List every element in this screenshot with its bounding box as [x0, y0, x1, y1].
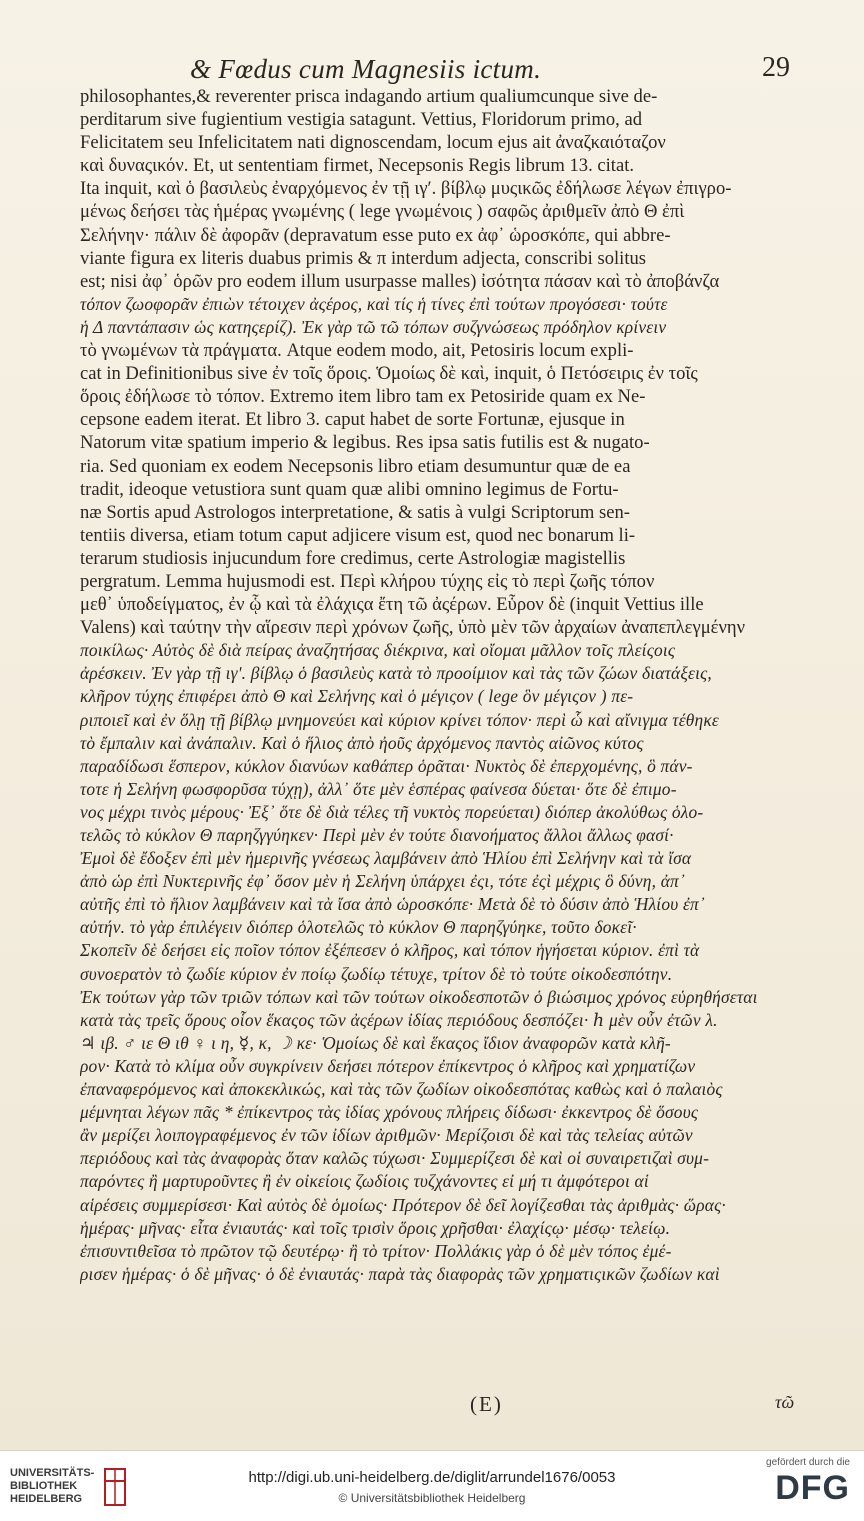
text-line: cepsone eadem iterat. Et libro 3. caput habet de sorte Fortunæ, ejusque in [80, 409, 625, 431]
text-line: παραδίδωσι ἕσπερον, κύκλον διανύων καθάπερ ὁρᾶται· Νυκτὸς δὲ ἐπερχομένης, ὃ πάν- [80, 755, 693, 776]
text-line: κλῆρον τύχης ἐπιφέρει ἀπὸ Θ καὶ Σελήνης καὶ ὁ μέγιςον ( lege ὃν μέγιςον ) πε- [80, 686, 634, 707]
text-line: ριποιεῖ καὶ ἐν ὅλῃ τῇ βίβλῳ μνημονεύει καὶ κύριον κρίνει τόπον· περὶ ὧ καὶ αἴνιγμα τέθηκε [80, 709, 719, 730]
text-line: ὅροις ἐδήλωσε τὸ τόπον. Extremo item libro tam ex Petosiride quam ex Ne- [80, 386, 646, 408]
text-line: ρισεν ἡμέρας· ὁ δὲ μῆνας· ὁ δὲ ἐνιαυτάς· παρὰ τὰς διαφορὰς τῶν χρηματιςικῶν ζωδίων καὶ [80, 1263, 720, 1284]
copyright-notice: © Universitätsbibliothek Heidelberg [338, 1491, 526, 1505]
text-line: ἀπὸ ὡρ ἐπὶ Νυκτερινῆς ἐφ᾽ ὅσον μὲν ἡ Σελήνη ὑπάρχει ἐςι, τότε ἐςὶ μέχρις ὃ δύνη, ἀπ᾽ [80, 871, 685, 892]
page-footer [0, 1392, 864, 1422]
text-line: Ἐμοὶ δὲ ἔδοξεν ἐπὶ μὲν ἡμερινῆς γνέσεως λαμβάνειν ἀπὸ Ἡλίου ἐπὶ Σελήνην καὶ τὰ ἴσα [80, 848, 692, 869]
institution-line-3: HEIDELBERG [10, 1493, 83, 1505]
text-line: τὸ ἔμπαλιν καὶ ἀνάπαλιν. Καὶ ὁ ἥλιος ἀπὸ ἠοῦς ἀρχόμενος παντὸς αἰῶνος κύτος [80, 732, 644, 753]
text-line: συνοερατὸν τὸ ζωδίε κύριον ἐν ποίῳ ζωδίῳ τέτυχε, τρίτον δὲ τὸ τούτε οἰκοδεσπότην. [80, 963, 673, 984]
text-line: Ἐκ τούτων γὰρ τῶν τριῶν τόπων καὶ τῶν τούτων οἰκοδεσποτῶν ὁ βιώσιμος χρόνος εὑρηθήσεται [80, 986, 758, 1007]
text-line: τόπον ζωοφορᾶν ἐπιὼν τέτοιχεν ἀςέρος, καὶ τίς ἡ τίνες ἐπὶ τούτων προγόσεσι· τούτε [80, 293, 668, 314]
institution-line-2: BIBLIOTHEK [10, 1480, 78, 1492]
text-line: Ita inquit, καὶ ὁ βασιλεὺς ἐναρχόμενος ἐν τῇ ιγʹ. βίβλῳ μυςικῶς ἐδήλωσε λέγων ἐπιγρο- [80, 178, 732, 200]
text-line: τοτε ἡ Σελήνη φωσφορῦσα τύχῃ), ἀλλ᾽ ὅτε μὲν ἑσπέρας φαίνεσα δύεται· ὅτε δὲ ἐπιμο- [80, 778, 677, 799]
text-line: viante figura ex literis duabus primis & π interdum adjecta, conscribi solitus [80, 247, 647, 269]
text-line: næ Sortis apud Astrologos interpretatione, & satis à vulgi Scriptorum sen- [80, 501, 631, 523]
text-line: κατὰ τὰς τρεῖς ὅρους οἷον ἕκαςος τῶν ἀςέρων ἰδίας περιόδους δεσπόζει· ℎ μὲν οὖν ἐτῶν λ. [80, 1009, 718, 1030]
text-line: philosophantes,& reverenter prisca indagando artium qualiumcunque sive de- [80, 86, 658, 107]
text-line: tradit, ideoque vetustiora sunt quam quæ alibi omnino legimus de Fortu- [80, 478, 619, 500]
funded-by-label: gefördert durch die [766, 1457, 850, 1468]
dfg-funding-logo[interactable] [750, 1457, 850, 1517]
catchword: τῶ [775, 1392, 795, 1412]
text-line: περιόδους καὶ τὰς ἀναφορὰς ὅταν καλῶς τύχωσι· Συμμερίζεσι δὲ καὶ οἱ συναιρετιζαὶ συμ- [80, 1148, 710, 1169]
text-line: παρόντες ἢ μαρτυροῦντες ἢ ἐν οἰκείοις ζωδίοις τυζχάνοντες εἰ μή τι ἀμφότεροι αἱ [80, 1171, 649, 1192]
library-footer-bar [0, 1450, 864, 1521]
text-line: μέμνηται λέγων πᾶς * ἐπίκεντρος τὰς ἰδίας χρόνους πλήρεις δίδωσι· ἐκκεντρος δὲ ὅσους [80, 1102, 699, 1123]
main-text [80, 85, 792, 1385]
text-line: ἡ Δ παντάπασιν ὡς κατηςερίζ). Ἐκ γὰρ τῶ τῶ τόπων συζγνώσεως πρόδηλον κρίνειν [80, 316, 667, 337]
dfg-mark: DFG [775, 1469, 850, 1507]
institution-line-1: UNIVERSITÄTS- [10, 1467, 95, 1479]
text-line: αἱρέσεις συμμερίσεσι· Καὶ αὐτὸς δὲ ὁμοίως· Πρότερον δὲ δεῖ λογίζεσθαι τὰς ἀριθμὰς· ὥρας· [80, 1194, 726, 1215]
text-line: αὐτῆς ἐπὶ τὸ ἥλιον λαμβάνειν καὶ τὰ ἴσα ἀπὸ ὡροσκόπε· Μετὰ δὲ τὸ δύσιν ἀπὸ Ἡλίου ἐπ᾽ [80, 894, 705, 915]
text-line: ἀρέσκειν. Ἐν γὰρ τῇ ιγʹ. βίβλῳ ὁ βασιλεὺς κατὰ τὸ προοίμιον καὶ τὰς τῶν ζώων διατάξεις, [80, 663, 712, 684]
text-line: ♃ ιβ. ♂ ιε Θ ιθ ♀ ι η, ☿, κ, ☽ κε· Ὁμοίως δὲ καὶ ἕκαςος ἴδιον ἀναφορῶν κατὰ κλῆ- [80, 1032, 671, 1053]
page-number: 29 [762, 52, 790, 83]
text-line: ria. Sed quoniam ex eodem Necepsonis libro etiam desumuntur quæ de ea [80, 455, 631, 477]
text-line: αὐτήν. τὸ γὰρ ἐπιλέγειν διόπερ ὁλοτελῶς τὸ κύκλον Θ παρηζγύηκε, τοῦτο δοκεῖ· [80, 917, 637, 938]
signature-mark: (E) [470, 1392, 503, 1416]
text-line: Σελήνην· πάλιν δὲ ἀφορᾶν (depravatum esse puto ex ἀφ᾽ ὡροσκόπε, qui abbre- [80, 224, 671, 246]
text-line: τὸ γνωμένων τὰ πράγματα. Atque eodem modo, ait, Petosiris locum expli- [80, 340, 634, 362]
text-line: ποικίλως· Αὐτὸς δὲ διὰ πείρας ἀναζητήσας διέκρινα, καὶ οἴομαι μᾶλλον τοῖς πλείςοις [80, 640, 676, 661]
text-line: καὶ δυναςικόν. Et, ut sententiam firmet, Necepsonis Regis librum 13. citat. [80, 155, 635, 177]
text-line: ἐπαναφερόμενος καὶ ἀποκεκλικώς, καὶ τὰς τῶν ζωδίων οἰκοδεσπότας καθὼς καὶ ὁ παλαιὸς [80, 1079, 723, 1100]
text-line: Σκοπεῖν δὲ δεήσει εἰς ποῖον τόπον ἐξέπεσεν ὁ κλῆρος, καὶ τόπον ἡγήσεται κύριον. ἐπὶ τὰ [80, 940, 700, 961]
text-line: terarum studiosis injucundum fore credimus, certe Astrologiæ magistellis [80, 547, 626, 569]
text-line: ἐπισυντιθεῖσα τὸ πρῶτον τῷ δευτέρῳ· ἢ τὸ τρίτον· Πολλάκις γὰρ ὁ δὲ μὲν τόπος ἐμέ- [80, 1240, 672, 1261]
text-line: perditarum sive fugientium vestigia satagunt. Vettius, Floridorum primo, ad [80, 109, 643, 131]
running-title: & Fœdus cum Magnesiis ictum. [190, 54, 542, 84]
text-line: τελῶς τὸ κύκλον Θ παρηζγγύηκεν· Περὶ μὲν ἐν τούτε διανοήματος ἄλλοι ἄλλως φασί· [80, 825, 674, 845]
text-line: ἂν μερίζει λοιπογραφέμενος ἐν τῶν ἰδίων ἀριθμῶν· Μερίζοισι δὲ καὶ τὰς τελείας αὐτῶν [80, 1125, 693, 1146]
text-line: νος μέχρι τινὸς μέρους· Ἐξ᾽ ὅτε δὲ διὰ τέλες τῆ νυκτὸς πορεύεται) διόπερ ἀκολύθως ὁλο- [80, 801, 704, 822]
text-line: Felicitatem seu Infelicitatem nati dignoscendam, locum ejus ait ἀναζκαιόταζον [80, 132, 666, 154]
text-line: μένως δεήσει τὰς ἡμέρας γνωμένης ( lege γνωμένοις ) σαφῶς ἀριθμεῖν ἀπὸ Θ ἐπὶ [80, 201, 685, 223]
text-line: tentiis diversa, etiam totum caput adjicere visum est, quod nec bonarum li- [80, 524, 636, 546]
text-line: cat in Definitionibus sive ἐν τοῖς ὅροις. Ὁμοίως δὲ καὶ, inquit, ὁ Πετόσειρις ἐν τοῖς [80, 363, 698, 385]
text-line: pergratum. Lemma hujusmodi est. Περὶ κλήρου τύχης εἰς τὸ περὶ ζωῆς τόπον [80, 570, 655, 592]
text-line: ἡμέρας· μῆνας· εἶτα ἐνιαυτάς· καὶ τοῖς τρισὶν ὅροις χρῆσθαι· ἐλαχίςῳ· μέσῳ· τελείῳ. [80, 1217, 671, 1238]
text-line: Natorum vitæ spatium imperio & legibus. Res ipsa satis futilis est & nugato- [80, 432, 650, 454]
text-line: μεθ᾽ ὑποδείγματος, ἐν ᾧ καὶ τὰ ἐλάχιςα ἔτη τῶ ἀςέρων. Εὗρον δὲ (inquit Vettius ille [80, 594, 704, 616]
text-line: Valens) καὶ ταύτην τὴν αἵρεσιν περὶ χρόνων ζωῆς, ὑπὸ μὲν τῶν ἀρχαίων ἀναπεπλεγμένην [80, 617, 746, 639]
running-header [80, 52, 790, 88]
page-url-link[interactable]: http://digi.ub.uni-heidelberg.de/diglit/arrundel1676/0053 [248, 1469, 616, 1486]
text-line: est; nisi ἀφ᾽ ὁρῶν pro eodem illum usurpasse malles) ἰσότητα πάσαν καὶ τὸ ἀποβάνζα [80, 270, 720, 292]
text-line: ρον· Κατὰ τὸ κλίμα οὖν συγκρίνειν δεήσει πότερον ἐπίκεντρος ὁ κλῆρος καὶ χρηματίζων [80, 1055, 696, 1076]
